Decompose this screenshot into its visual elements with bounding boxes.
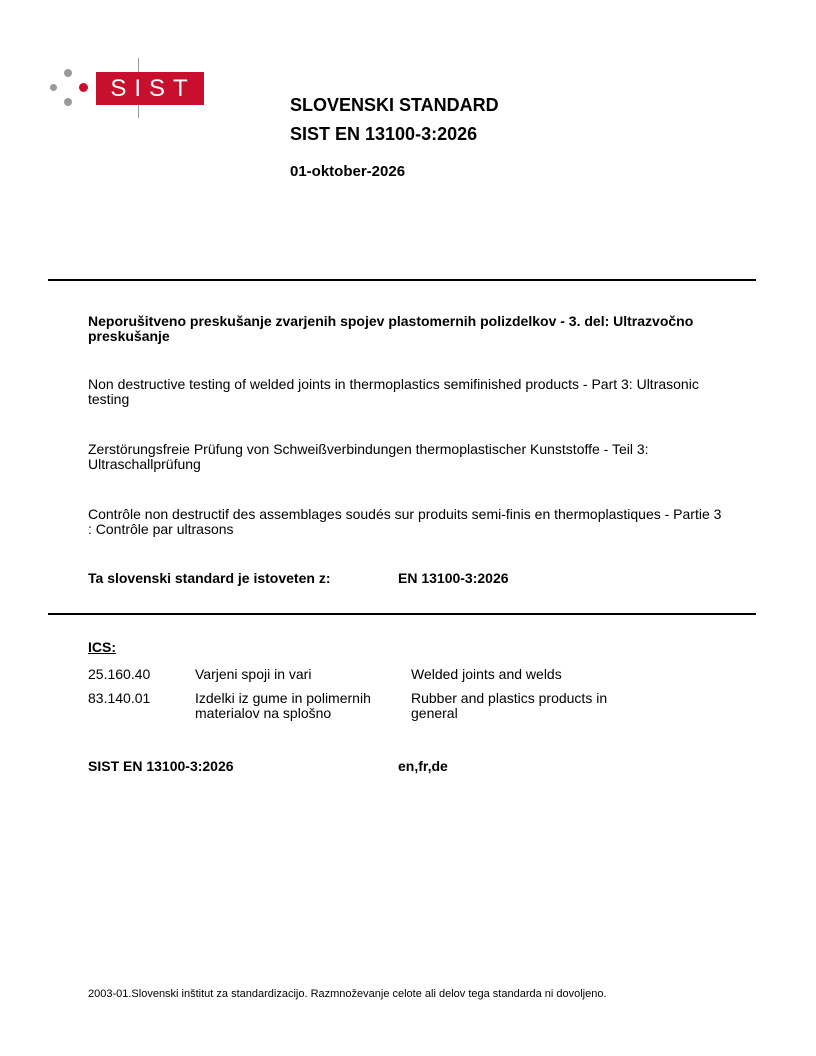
logo-dot — [79, 83, 88, 92]
ics-heading: ICS: — [88, 639, 116, 655]
standard-code: SIST EN 13100-3:2026 — [290, 124, 478, 144]
title-english: Non destructive testing of welded joints in thermoplastics semifinished products - Part 3: Ultrasonic testing — [88, 376, 699, 407]
document-languages: en,fr,de — [398, 758, 448, 774]
copyright-footer: 2003-01.Slovenski inštitut za standardizacijo. Razmnoževanje celote ali delov tega standarda ni dovoljeno. — [88, 988, 607, 1000]
document-code: SIST EN 13100-3:2026 — [88, 758, 234, 774]
standard-type: SLOVENSKI STANDARD — [290, 95, 499, 115]
ics-english: Rubber and plastics products in general — [411, 690, 608, 721]
identical-value: EN 13100-3:2026 — [398, 570, 509, 586]
logo-dot — [64, 69, 72, 77]
logo-text: SIST — [110, 75, 196, 102]
logo-dot — [64, 98, 72, 106]
ics-slovenian: Izdelki iz gume in polimernih materialov na splošno — [195, 690, 371, 721]
identical-label: Ta slovenski standard je istoveten z: — [88, 570, 331, 586]
divider-top — [48, 279, 756, 281]
ics-code: 25.160.40 — [88, 666, 151, 682]
title-french: Contrôle non destructif des assemblages soudés sur produits semi-finis en thermoplastiques - Partie 3 : Contrôle par ultrasons — [88, 506, 722, 537]
ics-code: 83.140.01 — [88, 690, 151, 706]
divider-bottom — [48, 613, 756, 615]
ics-slovenian: Varjeni spoji in vari — [195, 666, 312, 682]
publication-date: 01-oktober-2026 — [290, 163, 406, 180]
title-german: Zerstörungsfreie Prüfung von Schweißverbindungen thermoplastischer Kunststoffe - Teil 3: Ultraschallprüfung — [88, 441, 649, 472]
ics-english: Welded joints and welds — [411, 666, 562, 682]
title-slovenian: Neporušitveno preskušanje zvarjenih spojev plastomernih polizdelkov - 3. del: Ultrazvočno preskušanje — [88, 313, 694, 344]
logo-dot — [50, 84, 57, 91]
